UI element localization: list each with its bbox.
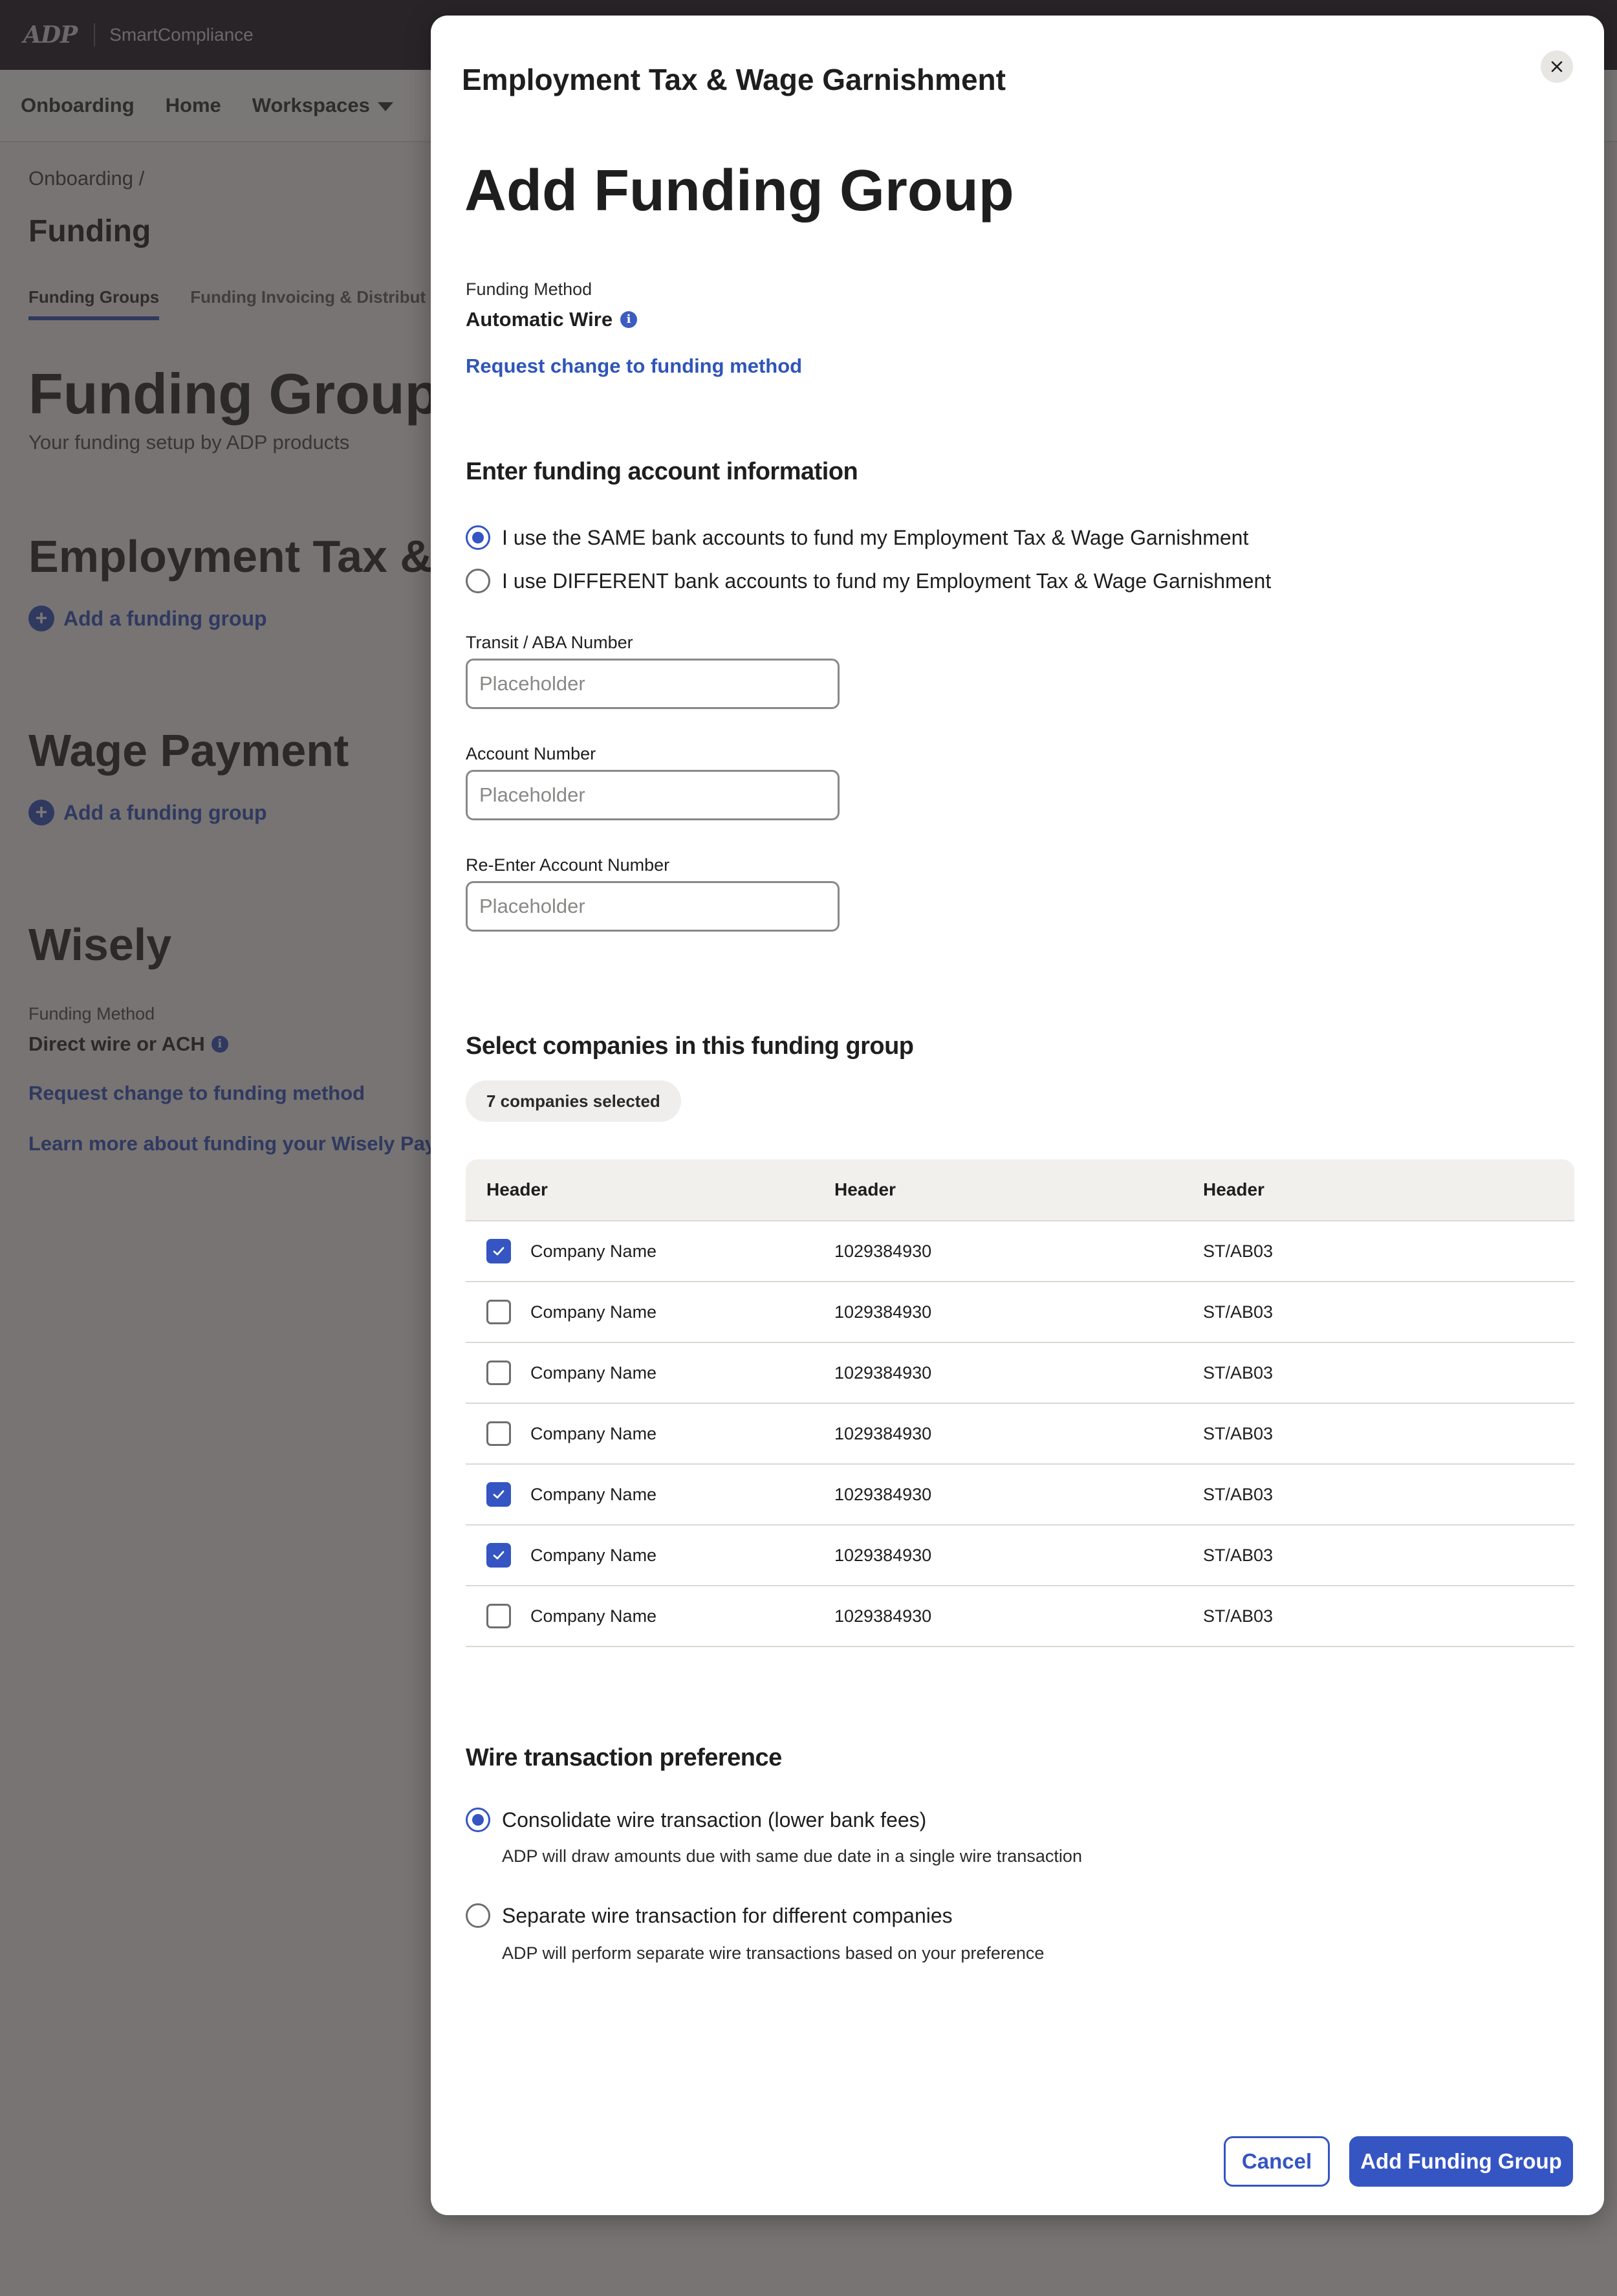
page-heading: Add Funding Group — [464, 159, 1014, 223]
company-name-cell — [466, 1482, 834, 1507]
radio-button[interactable] — [466, 525, 490, 550]
account-number-label: Account Number — [466, 744, 596, 763]
row-checkbox[interactable] — [486, 1604, 511, 1628]
company-code-cell: ST/AB03 — [1203, 1606, 1274, 1626]
wire-section-title: Wire transaction preference — [466, 1744, 782, 1771]
table-row[interactable] — [466, 1343, 1574, 1404]
radio-consolidate-wire[interactable] — [466, 1808, 926, 1832]
company-code-cell: ST/AB03 — [1203, 1362, 1274, 1383]
transit-aba-label: Transit / ABA Number — [466, 633, 633, 652]
company-number-cell: 1029384930 — [834, 1545, 932, 1565]
company-number-cell: 1029384930 — [834, 1302, 932, 1322]
add-funding-group-button[interactable]: Add Funding Group — [1349, 2136, 1573, 2187]
table-row[interactable] — [466, 1586, 1574, 1647]
company-number-cell: 1029384930 — [834, 1484, 932, 1504]
column-header[interactable]: Header — [834, 1179, 896, 1199]
row-checkbox[interactable] — [486, 1543, 511, 1568]
radio-label: Consolidate wire transaction (lower bank fees) — [502, 1808, 927, 1831]
table-row[interactable] — [466, 1282, 1574, 1343]
company-name-cell — [466, 1543, 834, 1568]
separate-wire-description: ADP will perform separate wire transactions based on your preference — [502, 1943, 1045, 1963]
table-body — [466, 1221, 1574, 1647]
close-icon — [1549, 59, 1565, 74]
row-checkbox[interactable] — [486, 1300, 511, 1324]
reenter-account-label: Re-Enter Account Number — [466, 855, 670, 875]
company-code-cell: ST/AB03 — [1203, 1423, 1274, 1443]
account-number-input[interactable] — [466, 770, 840, 820]
request-change-link[interactable]: Request change to funding method — [466, 355, 803, 377]
info-icon[interactable]: i — [620, 311, 637, 328]
company-code-cell: ST/AB03 — [1203, 1545, 1274, 1565]
row-checkbox[interactable] — [486, 1239, 511, 1263]
reenter-account-input[interactable] — [466, 881, 840, 932]
company-name-cell — [466, 1239, 834, 1263]
company-name-cell — [466, 1604, 834, 1628]
radio-label: Separate wire transaction for different companies — [502, 1903, 953, 1927]
cancel-button[interactable]: Cancel — [1224, 2136, 1330, 2187]
table-header — [466, 1159, 1574, 1221]
company-name: Company Name — [530, 1484, 657, 1504]
modal-title: Employment Tax & Wage Garnishment — [462, 63, 1006, 96]
companies-table — [466, 1159, 1574, 1647]
company-code-cell: ST/AB03 — [1203, 1302, 1274, 1322]
company-name-cell — [466, 1361, 834, 1385]
funding-method-value — [466, 308, 637, 331]
check-icon — [491, 1547, 506, 1563]
row-checkbox[interactable] — [486, 1361, 511, 1385]
table-row[interactable] — [466, 1525, 1574, 1586]
transit-aba-input[interactable] — [466, 659, 840, 709]
funding-method-label: Funding Method — [466, 279, 592, 299]
company-name: Company Name — [530, 1302, 657, 1322]
radio-separate-wire[interactable] — [466, 1903, 953, 1928]
company-number-cell: 1029384930 — [834, 1606, 932, 1626]
add-funding-group-modal — [431, 16, 1604, 2215]
column-header[interactable]: Header — [486, 1179, 548, 1199]
radio-button[interactable] — [466, 569, 490, 593]
company-name: Company Name — [530, 1545, 657, 1565]
consolidate-wire-description: ADP will draw amounts due with same due date in a single wire transaction — [502, 1846, 1082, 1866]
column-header[interactable]: Header — [1203, 1179, 1264, 1199]
radio-button[interactable] — [466, 1903, 490, 1928]
close-button[interactable] — [1541, 50, 1573, 83]
companies-section-title: Select companies in this funding group — [466, 1033, 914, 1060]
table-row[interactable] — [466, 1404, 1574, 1465]
check-icon — [491, 1243, 506, 1259]
company-name: Company Name — [530, 1606, 657, 1626]
radio-label: I use DIFFERENT bank accounts to fund my Employment Tax & Wage Garnishment — [502, 569, 1272, 593]
radio-different-accounts[interactable] — [466, 569, 1271, 593]
radio-label: I use the SAME bank accounts to fund my Employment Tax & Wage Garnishment — [502, 525, 1249, 549]
table-row[interactable] — [466, 1465, 1574, 1525]
company-number-cell: 1029384930 — [834, 1241, 932, 1261]
radio-same-accounts[interactable] — [466, 525, 1248, 550]
company-code-cell: ST/AB03 — [1203, 1241, 1274, 1261]
row-checkbox[interactable] — [486, 1421, 511, 1446]
company-name: Company Name — [530, 1423, 657, 1443]
company-name: Company Name — [530, 1241, 657, 1261]
company-name: Company Name — [530, 1362, 657, 1383]
company-number-cell: 1029384930 — [834, 1362, 932, 1383]
account-section-title: Enter funding account information — [466, 458, 858, 485]
company-name-cell — [466, 1300, 834, 1324]
funding-method-text: Automatic Wire — [466, 308, 613, 331]
row-checkbox[interactable] — [486, 1482, 511, 1507]
selected-count-badge: 7 companies selected — [466, 1080, 681, 1122]
table-row[interactable] — [466, 1221, 1574, 1282]
company-code-cell: ST/AB03 — [1203, 1484, 1274, 1504]
company-name-cell — [466, 1421, 834, 1446]
check-icon — [491, 1487, 506, 1502]
company-number-cell: 1029384930 — [834, 1423, 932, 1443]
radio-button[interactable] — [466, 1808, 490, 1832]
